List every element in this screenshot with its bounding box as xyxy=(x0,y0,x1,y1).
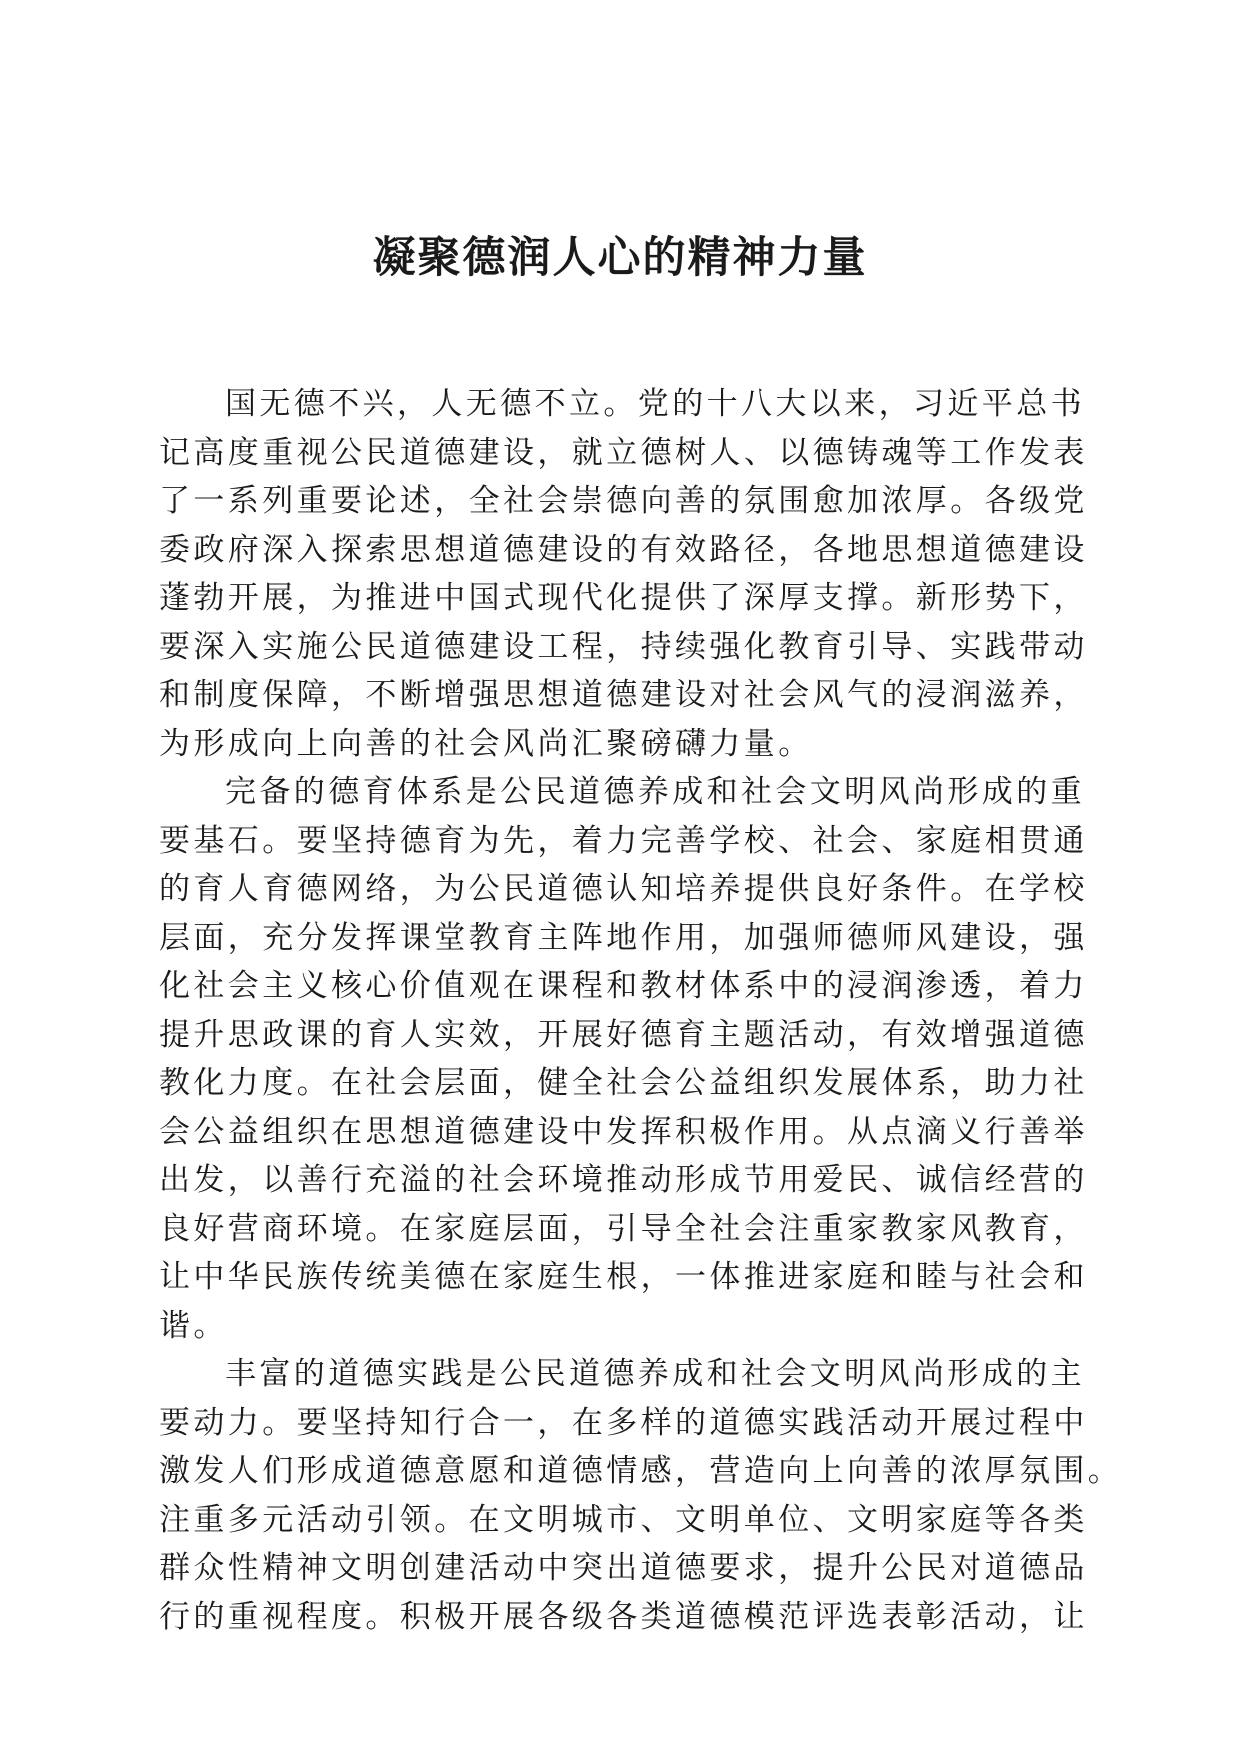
text-line: 出发，以善行充溢的社会环境推动形成节用爱民、诚信经营的 xyxy=(159,1162,1088,1198)
text-line: 良好营商环境。在家庭层面，引导全社会注重家教家风教育， xyxy=(159,1210,1088,1247)
document-body xyxy=(159,380,1123,1641)
text-line: 要深入实施公民道德建设工程，持续强化教育引导、实践带动 xyxy=(159,628,1088,665)
text-line: 记高度重视公民道德建设，就立德树人、以德铸魂等工作发表 xyxy=(159,434,1088,471)
text-line: 化社会主义核心价值观在课程和教材体系中的浸润渗透，着力 xyxy=(159,968,1088,1004)
text-line: 了一系列重要论述，全社会崇德向善的氛围愈加浓厚。各级党 xyxy=(159,483,1088,519)
text-line: 会公益组织在思想道德建设中发挥积极作用。从点滴义行善举 xyxy=(159,1113,1088,1150)
paragraph-first-line: 国无德不兴，人无德不立。党的十八大以来，习近平总书 xyxy=(225,386,1085,422)
text-line: 蓬勃开展，为推进中国式现代化提供了深厚支撑。新形势下， xyxy=(159,580,1088,616)
document-title: 凝聚德润人心的精神力量 xyxy=(372,233,868,283)
text-line: 教化力度。在社会层面，健全社会公益组织发展体系，助力社 xyxy=(159,1065,1088,1101)
text-line: 提升思政课的育人实效，开展好德育主题活动，有效增强道德 xyxy=(159,1016,1088,1053)
text-line: 为形成向上向善的社会风尚汇聚磅礴力量。 xyxy=(159,725,813,762)
text-line: 要基石。要坚持德育为先，着力完善学校、社会、家庭相贯通 xyxy=(159,822,1088,859)
text-line: 群众性精神文明创建活动中突出道德要求，提升公民对道德品 xyxy=(159,1550,1088,1586)
text-line: 的育人育德网络，为公民道德认知培养提供良好条件。在学校 xyxy=(159,871,1088,907)
text-line: 行的重视程度。积极开展各级各类道德模范评选表彰活动，让 xyxy=(159,1598,1088,1635)
text-line: 和制度保障，不断增强思想道德建设对社会风气的浸润滋养， xyxy=(159,677,1088,713)
text-line: 让中华民族传统美德在家庭生根，一体推进家庭和睦与社会和 xyxy=(159,1259,1088,1295)
text-line: 要动力。要坚持知行合一，在多样的道德实践活动开展过程中 xyxy=(159,1404,1088,1441)
text-line: 谐。 xyxy=(159,1307,228,1344)
text-line: 激发人们形成道德意愿和道德情感，营造向上向善的浓厚氛围。 xyxy=(159,1453,1123,1489)
text-line: 注重多元活动引领。在文明城市、文明单位、文明家庭等各类 xyxy=(159,1501,1088,1538)
text-line: 层面，充分发挥课堂教育主阵地作用，加强师德师风建设，强 xyxy=(159,919,1088,956)
paragraph-first-line: 完备的德育体系是公民道德养成和社会文明风尚形成的重 xyxy=(225,774,1085,810)
text-line: 委政府深入探索思想道德建设的有效路径，各地思想道德建设 xyxy=(159,531,1088,568)
paragraph-first-line: 丰富的道德实践是公民道德养成和社会文明风尚形成的主 xyxy=(225,1356,1085,1392)
